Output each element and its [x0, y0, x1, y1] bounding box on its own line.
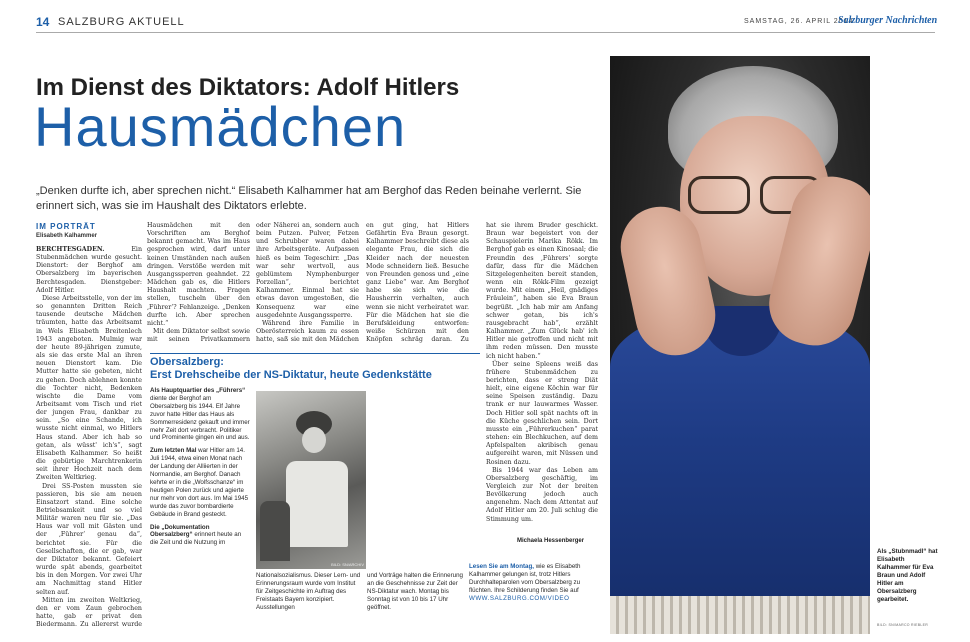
photo-lace-shape	[610, 596, 870, 634]
paragraph: Über seine Spleens weiß das frühere Stubenmädchen zu berichten, dass er streng Diät hielt, eine eigene Köchin war für seine Speisen zuständig. Dazu trank er nur lauwarmes Wasser. Doch Hitler soll spät nachts oft in die Küche geschlichen sein. Dort musste ein „Führerkuchen“ parat stehen: ein Blechkuchen, auf dem Apfelspalten akribisch genau aufgereiht waren, mit Nüssen und Rosinen dazu.	[486, 360, 598, 466]
paragraph: Drei SS-Posten mussten sie passieren, bis sie am neuen Einsatzort stand. Eine solche Betriebsamkeit und so viel Militär waren neu für sie. „Das Haus war voll mit Gästen und der ‚Führer‘ genau da“, berichtet sie. Für die Gesellschaften, die er gab, war der Diktator bekannt. Gefeiert wurde spät abends, gearbeitet bis in den Morgen. Vor zwei Uhr am Nachmittag stand Hitler selten auf.	[36, 482, 142, 596]
article-column-2	[147, 222, 250, 344]
infobox-column-2	[256, 572, 361, 628]
paragraph	[36, 246, 142, 295]
historic-photo	[256, 391, 366, 569]
infobox-lead-in: Die „Dokumentation Obersalzberg“	[150, 523, 210, 539]
newspaper-logo: Salzburger Nachrichten	[838, 15, 938, 26]
paragraph: Während ihre Familie in Oberösterreich kaum zu essen hatte, saß sie mit den Mädchen	[256, 319, 359, 344]
infobox-title-main: Obersalzberg:	[150, 356, 224, 368]
paragraph: hat sie ihrem Bruder geschickt. Braun war begeistert von der Schauspielerin Marika Rökk. Im Berghof gab es einen Kinosaal; die Freundin des ‚Führers‘ sorgte dafür, dass für die Mädchen Sitzgelegenheiten bereit standen, wenn ein Rökk-Film gezeigt wurde. Mit einem „Heil, gnädiges Fräulein“, haben sie Eva Braun begrüßt. „Ich hab mir am Anfang schwer getan, bis ich's rausgebracht hab“, erzählt Kalhammer. „Zum Glück hab' ich Hitler nie getroffen und nicht mit ihm reden müssen. Den musste ich nicht haben.“	[486, 222, 598, 360]
paragraph: Mitten im zweiten Weltkrieg, den er vom Zaun gebrochen hatte, gab er privat den Biedermann. Zu allererst wurde	[36, 596, 142, 628]
article-headline: Hausmädchen	[34, 95, 407, 158]
infobox-paragraph: Nationalsozialismus. Dieser Lern- und Erinnerungsraum wurde vom Institut für Zeitgeschichte im Auftrag des Freistaats Bayern konzipiert. Ausstellungen	[256, 572, 361, 611]
rubric-label: IM PORTRÄT	[36, 222, 96, 231]
infobox-column-1	[150, 387, 250, 629]
dateline-location: BERCHTESGADEN.	[36, 246, 105, 253]
teaser-lead-in: Lesen Sie am Montag,	[469, 563, 534, 570]
photo-dress-shape	[286, 461, 348, 547]
section-title: SALZBURG AKTUELL	[58, 16, 185, 28]
infobox-lead-in: Zum letzten Mal	[150, 447, 197, 455]
infobox-lead-in: Als Hauptquartier des „Führers“	[150, 387, 246, 394]
paragraph: Bis 1944 war das Leben am Obersalzberg geschäftig, im Vergleich zur Not der breiten Bevölkerung jedoch auch angenehm. Nach dem Attentat auf Adolf Hitler am 20. Juli schlug die Stimmung um.	[486, 466, 598, 523]
infobox-paragraph	[150, 524, 250, 548]
portrait-subject: Elisabeth Kalhammer	[36, 233, 98, 239]
photo-figure-shape	[260, 501, 290, 561]
article-lead: „Denken durfte ich, aber sprechen nicht.“ Elisabeth Kalhammer hat am Berghof das Reden beinahe verlernt. Sie erinnert sich, was sie im Haushalt des Diktators erlebte.	[36, 185, 582, 212]
paragraph: Diese Arbeitsstelle, von der im so genannten Dritten Reich tausende deutsche Mädchen träumten, hatte das Arbeitsamt in Wels Elisabeth Breitenlech 1943 angeboten. Mulmig war der heute 89-jährigen zumute, als sie das erste Mal an ihren neuen Dienstort kam. Die Mutter hatte sie gebeten, nicht zu gehen. Doch ablehnen konnte die Tochter nicht, Bedenken wischte die Dame vom Arbeitsamt vom Tisch und riet der jungen Frau, dankbar zu sein. „So eine Schande, ich wusste nicht einmal, wo Hitlers Haus stand. Aber ich hab so getan, als wüsst' ich's“, sagt Elisabeth Kalhammer. So heißt die gebürtige Marchtrenkerin seit ihrer Hochzeit nach dem Zweiten Weltkrieg.	[36, 294, 142, 482]
page-number: 14	[36, 15, 50, 29]
paragraph: oder Näherei an, sondern auch beim Putzen. Pulver, Fetzen und Schrubber waren dabei ihre Arbeitsgeräte. Aufpassen hieß es beim Tegeschirr. „Das war sehr wertvoll, aus geblümtem Nymphenburger Porzellan“, berichtet Kalhammer. Einmal hat sie etwas davon umgestoßen, die Konsequenz war eine ausgedehnte Ausgangssperre.	[256, 222, 359, 319]
infobox-text: diente der Berghof am Obersalzberg bis 1944. Elf Jahre zuvor hatte Hitler das Haus als Sommerresidenz gekauft und immer mehr Zeit dort verbracht. Politiker und Prominente gingen ein und aus.	[150, 394, 250, 442]
portrait-photo	[610, 56, 870, 634]
paragraph: Mit dem Diktator selbst sowie mit seinen Privatkammern	[147, 328, 250, 344]
article-kicker: Im Dienst des Diktators: Adolf Hitlers	[36, 74, 460, 101]
historic-photo-credit: BILD: SN/ARCHIV	[331, 562, 364, 567]
article-column-3	[256, 222, 359, 344]
paragraph-text: Ein Stubenmädchen wurde gesucht. Dienstort: der Berghof am Obersalzberg im bayerischen Berchtesgaden. Dienstgeber: Adolf Hitler.	[36, 246, 142, 294]
video-teaser	[469, 563, 599, 603]
teaser-link[interactable]: WWW.SALZBURG.COM/VIDEO	[469, 594, 570, 602]
infobox-paragraph: und Vorträge halten die Erinnerung an die Geschehnisse zur Zeit der NS-Diktatur wach. Montag bis Sonntag ist von 10 bis 17 Uhr geöffnet.	[367, 572, 463, 611]
paragraph: en gut ging, hat Hitlers Gefährtin Eva Braun gesorgt. Kalhammer beschreibt diese als elegante Frau, die sich die Kleider nach der neuesten Mode schneidern ließ. Besuche von Freunden genoss und „eine ganz Liebe“ war. Am Berghof habe sie sich wie die Hausherrin verhalten, auch wenn sie nicht verheiratet war. Für die Mädchen hat sie die Berufskleidung entworfen: weiße Schürzen mit den Knöpfen schräg daran. Zu	[366, 222, 469, 344]
teaser-text: wie es Elisabeth Kalhammer gelungen ist, trotz Hitlers Durchhalteparolen vom Obersalzberg zu flüchten. Ihre Schilderung finden Sie auf	[469, 563, 581, 594]
infobox-paragraph	[150, 447, 250, 518]
article-column-1	[36, 246, 142, 628]
infobox-column-3	[367, 572, 467, 628]
infobox-rule	[150, 353, 480, 354]
article-column-5	[486, 222, 598, 534]
issue-date: SAMSTAG, 26. APRIL 2014	[744, 18, 854, 25]
article-column-4	[366, 222, 469, 344]
infobox-title	[150, 356, 432, 382]
infobox-subtitle: Erst Drehscheibe der NS-Diktatur, heute Gedenkstätte	[150, 369, 432, 381]
paragraph: Hausmädchen mit den Vorschriften am Berghof bekannt gemacht. Was im Haus gesprochen wird, darf unter keinen Umständen nach außen dringen. Verstöße werden mit Ausgangssperren geahndet. 22 Mädchen gab es, die Hitlers Haushalt machten. Fragen stellen, tuscheln über den ‚Führer‘? Fehlanzeige. „Denken durfte ich. Aber sprechen nicht.“	[147, 222, 250, 327]
infobox-text: erinnert heute an die Zeit und die Nutzung im	[150, 531, 242, 547]
photo-credit: BILD: SN/MARCO RIEBLER	[877, 623, 929, 627]
infobox-paragraph	[150, 387, 250, 442]
infobox-text: war Hitler am 14. Juli 1944, etwa einen Monat nach der Landung der Alliierten in der Normandie, am Berghof. Danach kehrte er in die „Wolfsschanze“ im heutigen Polen zurück und agierte nur mehr von dort aus. Im Mai 1945 wurde das zuvor bombardierte Gebäude in Brand gesteckt.	[150, 447, 249, 518]
photo-caption: Als „Stubnmadl“ hat Elisabeth Kalhammer für Eva Braun und Adolf Hitler am Obersalzberg gearbeitet.	[877, 548, 938, 603]
photo-face-shape	[302, 427, 326, 453]
article-author: Michaela Hessenberger	[517, 538, 585, 544]
